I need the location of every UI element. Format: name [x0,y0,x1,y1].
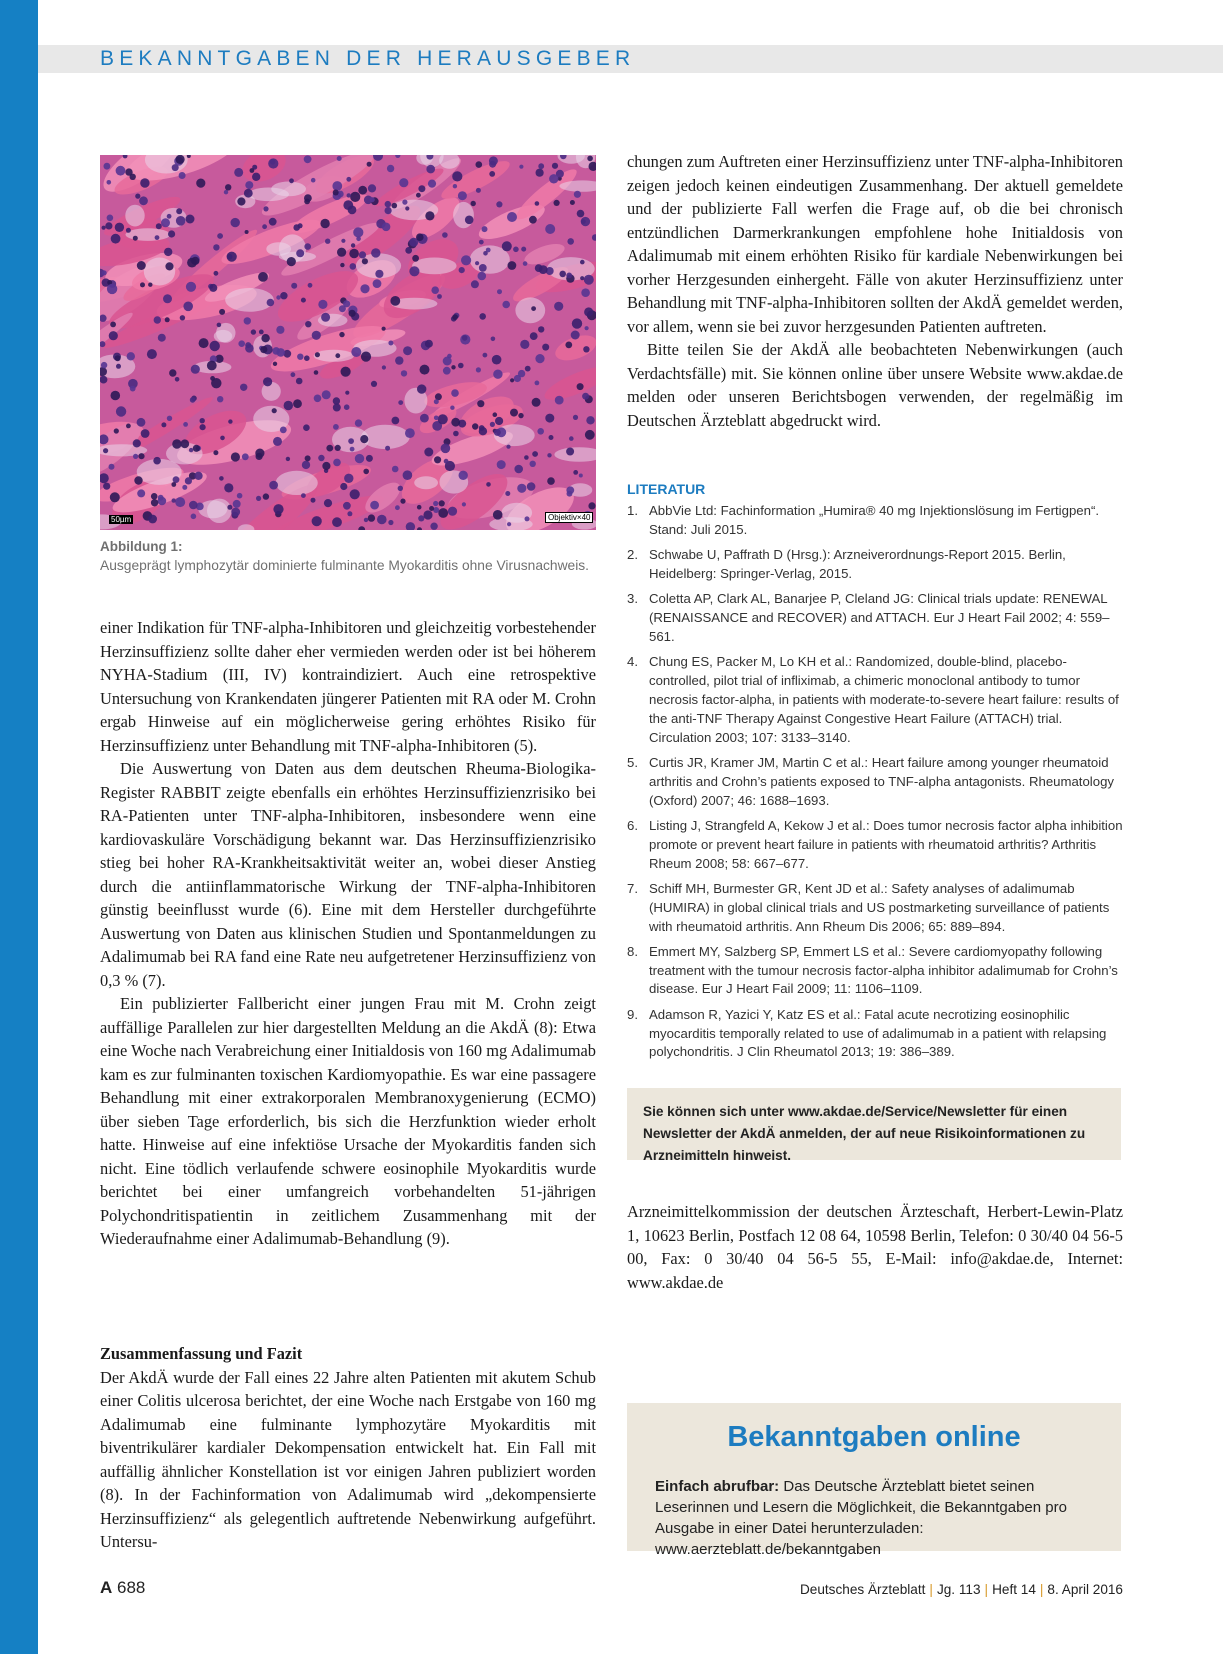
literature-number: 8. [627,943,638,959]
literature-number: 9. [627,1006,638,1022]
online-box-lead: Einfach abrufbar: [655,1478,780,1495]
literature-text: Chung ES, Packer M, Lo KH et al.: Randomized, double-blind, placebo-controlled, pilot trial of infliximab, a chimeric monoclonal antibody to tumor necrosis factor-alpha, in patients with moderate-to-severe heart failure: results of the anti-TNF Therapy Against Congestive Heart Failure (ATTACH) trial. Circulation 2003; 107: 3133–3140. [649,654,1119,745]
online-box-text [655,1476,1105,1560]
summary-heading: Zusammenfassung und Fazit [100,1344,303,1363]
section-title: BEKANNTGABEN DER HERAUSGEBER [100,47,636,70]
literature-item [627,1006,1123,1062]
literature-item [627,943,1123,999]
literature-item [627,817,1123,873]
summary-text: Der AkdÄ wurde der Fall eines 22 Jahre alten Patienten mit akutem Schub einer Colitis ulcerosa berichtet, der eine Woche nach Erstgabe von 160 mg Adalimumab eine fulminante lymphozytäre Myokarditis mit biventrikulärer kardialer Dekompensation entwickelt hat. Ein Fall mit auffällig ähnlicher Konstellation ist vor einigen Jahren publiziert worden (8). In der Fachinformation von Adalimumab wird „dekompensierte Herzinsuffizienz“ als gelegentlich auftretende Nebenwirkung aufgeführt. Untersu- [100,1367,596,1551]
figure-label: Abbildung 1: [100,539,183,554]
histology-micrograph [100,155,596,530]
journal-info [780,1582,1123,1597]
body-paragraph: Ein publizierter Fallbericht einer jungen Frau mit M. Crohn zeigt auffällige Parallelen zur hier dargestellten Meldung an die AkdÄ (8): Etwa eine Woche nach Verabreichung einer Initialdosis von 160 mg Adalimumab kam es zur fulminanten toxischen Kardiomyopathie. Es war eine passagere Behandlung mit einer extrakorporalen Membranoxygenierung (ECMO) über sieben Tage erforderlich, bis sich die Herzfunktion wieder erholt hatte. Hinweise auf eine infektiöse Ursache der Myokarditis fanden sich nicht. Eine tödlich verlaufende schwere eosinophile Myokarditis wurde berichtet bei einer umfangreich vorbehandelten 51-jährigen Polychondritispatientin in zeitlichem Zusammenhang mit der Wiederaufnahme einer Adalimumab-Behandlung (9). [100,994,596,1248]
literature-heading: LITERATUR [627,481,706,497]
literature-text: Adamson R, Yazici Y, Katz ES et al.: Fatal acute necrotizing eosinophilic myocarditis temporally related to use of adalimumab in a patient with relapsing polychondritis. J Clin Rheumatol 2013; 19: 386–389. [649,1006,1107,1060]
literature-item [627,502,1123,540]
sidebar-accent-bar [0,0,38,1654]
literature-text: Listing J, Strangfeld A, Kekow J et al.: Does tumor necrosis factor alpha inhibition promote or prevent heart failure in patients with rheumatoid arthritis? Arthritis Rheum 2008; 58: 667–677. [649,817,1123,871]
page-number-value: 688 [117,1578,146,1597]
separator: | [1039,1582,1044,1597]
online-box-body: Das Deutsche Ärzteblatt bietet seinen Leserinnen und Lesern die Möglichkeit, die Bekanntgaben pro Ausgabe in einer Datei herunterzuladen: www.aerzteblatt.de/bekanntgaben [655,1478,1067,1558]
literature-number: 2. [627,547,638,563]
right-column-body [627,150,1123,432]
separator: | [984,1582,989,1597]
literature-item [627,590,1123,646]
literature-item [627,880,1123,936]
histology-image [100,155,596,530]
literature-number: 1. [627,503,638,518]
contact-address: Arzneimittelkommission der deutschen Ärzteschaft, Herbert-Lewin-Platz 1, 10623 Berlin, Postfach 12 08 64, 10598 Berlin, Telefon: 0 30/40 04 56-5 00, Fax: 0 30/40 04 56-5 55, E-Mail: info@akdae.de, Internet: www.akdae.de [627,1202,1123,1292]
literature-number: 7. [627,880,638,896]
journal-issue: Heft 14 [992,1582,1036,1597]
literature-number: 4. [627,654,638,670]
separator: | [929,1582,933,1597]
literature-text: Schwabe U, Paffrath D (Hrsg.): Arzneiverordnungs-Report 2015. Berlin, Heidelberg: Springer-Verlag, 2015. [649,547,1066,581]
journal-name: Deutsches Ärzteblatt [799,1582,926,1597]
literature-text: Coletta AP, Clark AL, Banarjee P, Cleland JG: Clinical trials update: RENEWAL (RENAISSANCE and RECOVER) and ATTACH. Eur J Heart Fail 2002; 4: 559–561. [649,591,1110,644]
newsletter-text: Sie können sich unter www.akdae.de/Service/Newsletter für einen Newsletter der AkdÄ anmelden, der auf neue Risikoinformationen zu Arzneimitteln hinweist. [643,1104,1086,1163]
scale-bar-label: 50µm [111,515,132,524]
journal-volume: Jg. 113 [936,1582,981,1597]
literature-text: AbbVie Ltd: Fachinformation „Humira® 40 mg Injektionslösung im Fertigpen“. Stand: Juli 2015. [649,503,1099,537]
literature-number: 3. [627,591,638,607]
page-number [100,1578,145,1598]
body-paragraph: chungen zum Auftreten einer Herzinsuffizienz unter TNF-alpha-Inhibitoren zeigen jedoch keinen eindeutigen Zusammenhang. Der aktuell gemeldete und der publizierte Fall werfen die Frage auf, ob die bei chronisch entzündlichen Darmerkrankungen empfohlene hohe Initialdosis von Adalimumab mit einem erhöhten Risiko für kardiale Nebenwirkungen bei vorher Herzgesunden einhergeht. Fälle von akuter Herzinsuffizienz unter Behandlung mit TNF-alpha-Inhibitoren sollten der AkdÄ gemeldet werden, vor allem, wenn sie bei zuvor herzgesunden Patienten auftreten. [627,152,1123,336]
body-paragraph: Die Auswertung von Daten aus dem deutschen Rheuma-Biologika-Register RABBIT zeigte ebenfalls ein erhöhtes Herzinsuffizienzrisiko bei RA-Patienten unter TNF-alpha-Inhibitoren, insbesondere wenn eine kardiovaskuläre Vorschädigung bekannt war. Das Herzinsuffizienzrisiko stieg bei hoher RA-Krankheitsaktivität weiter an, wobei dieser Anstieg durch die antiinflammatorische Wirkung der TNF-alpha-Inhibitoren günstig beeinflusst wurde (6). Eine mit dem Hersteller durchgeführte Auswertung von Daten aus klinischen Studien und Spontanmeldungen zu Adalimumab bei RA fand eine Rate neu aufgetretener Herzinsuffizienz von 0,3 % (7). [100,759,596,990]
literature-item [627,653,1123,747]
summary-section [100,1342,596,1554]
literature-item [627,546,1123,584]
body-paragraph: Bitte teilen Sie der AkdÄ alle beobachteten Nebenwirkungen (auch Verdachtsfälle) mit. Sie können online über unsere Website www.akdae.de melden oder unseren Berichtsbogen verwenden, der regelmäßig im Deutschen Ärzteblatt abgedruckt wird. [627,340,1123,430]
objective-label: Objektiv×40 [545,512,593,523]
literature-text: Curtis JR, Kramer JM, Martin C et al.: Heart failure among younger rheumatoid arthritis and Crohn’s patients exposed to TNF-alpha antagonists. Rheumatology (Oxford) 2007; 46: 1688–1693. [649,754,1115,808]
literature-number: 5. [627,754,638,770]
literature-text: Emmert MY, Salzberg SP, Emmert LS et al.: Severe cardiomyopathy following treatment with the tumour necrosis factor-alpha inhibitor adalimumab for Crohn’s disease. Eur J Heart Fail 2009; 11: 1106–1109. [649,943,1118,997]
journal-date: 8. April 2016 [1047,1582,1123,1597]
left-column-body [100,616,596,1251]
figure-caption: Ausgeprägt lymphozytär dominierte fulminante Myokarditis ohne Virusnachweis. [100,558,590,573]
page-prefix: A [100,1578,113,1597]
literature-text: Schiff MH, Burmester GR, Kent JD et al.: Safety analyses of adalimumab (HUMIRA) in global clinical trials and US postmarketing surveillance of patients with rheumatoid arthritis. Ann Rheum Dis 2006; 65: 889–894. [649,880,1110,934]
body-paragraph: einer Indikation für TNF-alpha-Inhibitoren und gleichzeitig vorbestehender Herzinsuffizienz sollte daher eher vermieden werden oder ist bei höherem NYHA-Stadium (III, IV) kontraindiziert. Auch eine retrospektive Untersuchung von Krankendaten jüngerer Patienten mit RA oder M. Crohn ergab Hinweise auf ein möglicherweise gering erhöhtes Risiko für Herzinsuffizienz unter Behandlung mit TNF-alpha-Inhibitoren (5). [100,618,596,755]
literature-number: 6. [627,817,638,833]
literature-item [627,754,1123,810]
literature-list [627,502,1123,1069]
online-box-title: Bekanntgaben online [727,1421,1021,1453]
